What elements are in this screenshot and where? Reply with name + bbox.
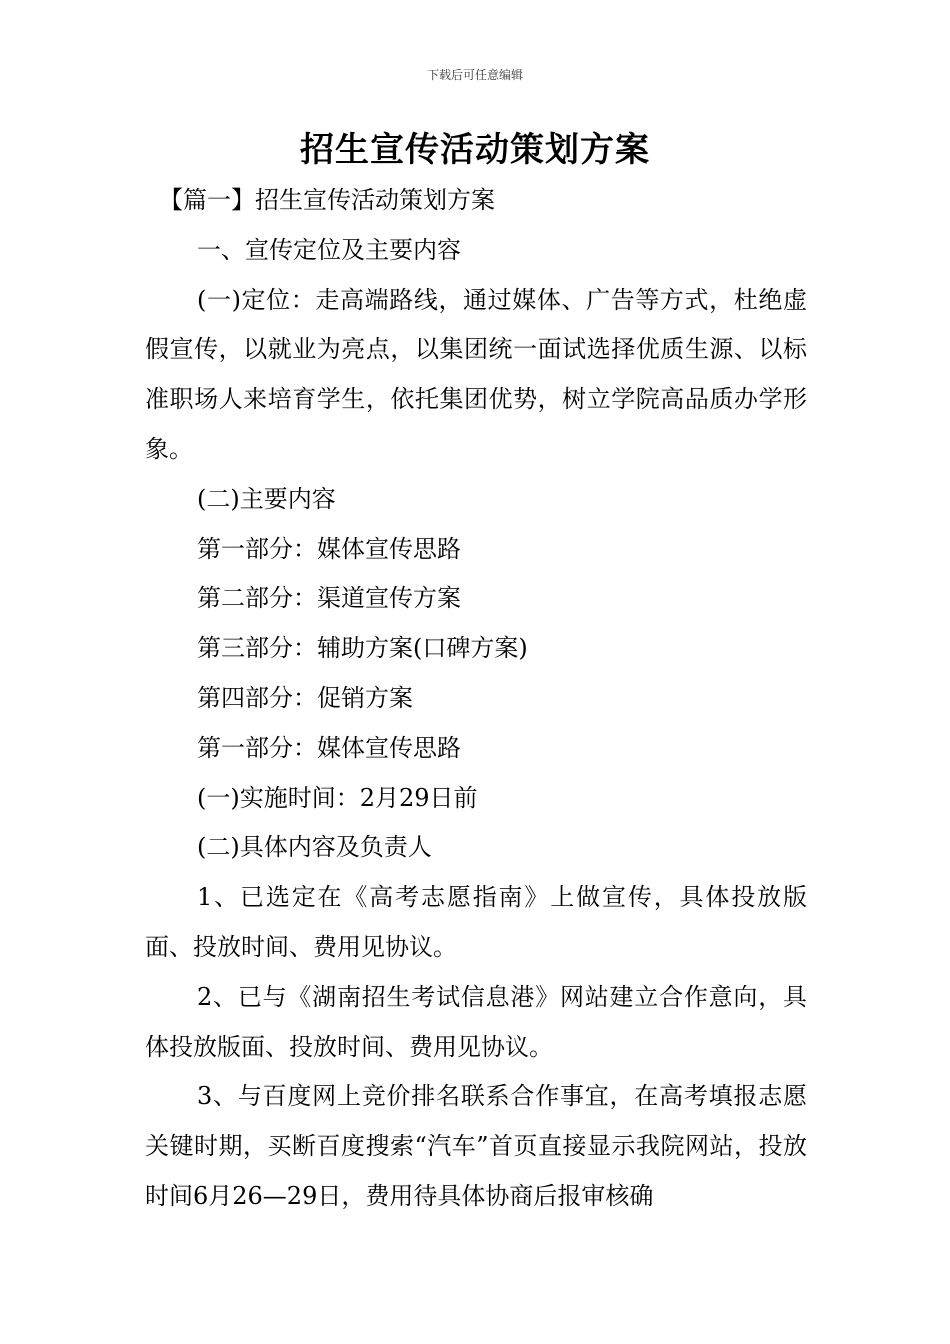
paragraph: 3、与百度网上竞价排名联系合作事宜，在高考填报志愿关键时期，买断百度搜索“汽车”首页直接显示我院网站，投放时间6月26—29日，费用待具体协商后报审核确 [145, 1082, 807, 1210]
paragraph: 第一部分：媒体宣传思路 [197, 534, 461, 563]
header-note: 下载后可任意编辑 [426, 68, 523, 82]
paragraph: 2、已与《湖南招生考试信息港》网站建立合作意向，具体投放版面、投放时间、费用见协议。 [145, 982, 807, 1061]
paragraph: (一)实施时间：2月29日前 [197, 783, 478, 812]
paragraph: (一)定位：走高端路线，通过媒体、广告等方式，杜绝虚假宣传，以就业为亮点，以集团统一面试选择优质生源、以标准职场人来培育学生，依托集团优势，树立学院高品质办学形象。 [145, 285, 807, 463]
paragraph: 一、宣传定位及主要内容 [197, 235, 461, 264]
paragraph: (二)主要内容 [197, 484, 336, 513]
paragraph: 第四部分：促销方案 [197, 683, 413, 712]
paragraph: 【篇一】招生宣传活动策划方案 [159, 186, 495, 214]
paragraph: 第三部分：辅助方案(口碑方案) [197, 634, 528, 663]
paragraph: 第一部分：媒体宣传思路 [197, 733, 461, 762]
document-title: 招生宣传活动策划方案 [300, 130, 650, 170]
document-body [145, 176, 807, 1222]
paragraph: 第二部分：渠道宣传方案 [197, 584, 461, 613]
paragraph: (二)具体内容及负责人 [197, 833, 432, 862]
paragraph: 1、已选定在《高考志愿指南》上做宣传，具体投放版面、投放时间、费用见协议。 [145, 883, 807, 961]
